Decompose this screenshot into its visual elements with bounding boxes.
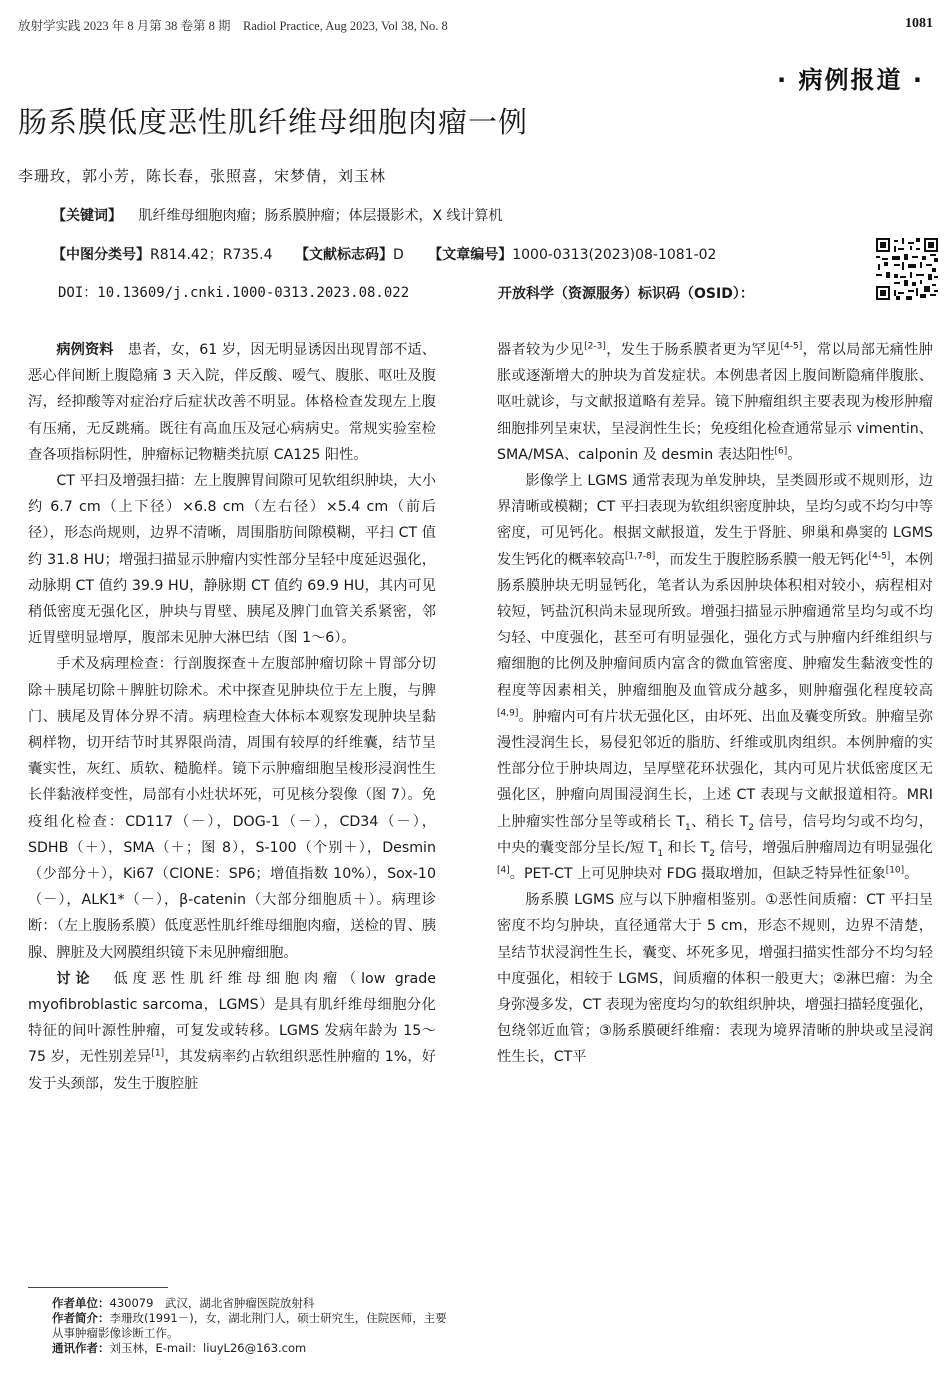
author-bio-line: [52, 1311, 452, 1341]
citation-ref[interactable]: [4,9]: [497, 708, 519, 719]
article-number-label: 【文章编号】: [428, 247, 513, 263]
author-unit-label: 作者单位：: [52, 1296, 110, 1310]
subscript: 2: [709, 848, 716, 859]
imaging-paragraph: [497, 468, 933, 887]
classification-line: [52, 244, 716, 264]
case-data-text: 患者，女，61 岁，因无明显诱因出现胃部不适、恶心伴间断上腹隐痛 3 天入院，伴反酸、嗳气、腹胀、呕吐及腹泻，经抑酸等对症治疗后症状改善不明显。体格检查发现左上腹有压痛，无反跳痛。既往有高血压及冠心病病史。常规实验室检查各项指标阴性，肿瘤标记物糖类抗原 CA125 阳性。: [28, 342, 436, 463]
body-column-right: [497, 337, 933, 1071]
subscript: 1: [657, 848, 664, 859]
discussion-paragraph: [28, 966, 436, 1097]
author-bio-label: 作者简介：: [52, 1311, 110, 1325]
body-column-left: [28, 337, 436, 1097]
author-unit-line: [52, 1296, 452, 1311]
discussion-continued-paragraph: [497, 337, 933, 468]
running-head: [18, 16, 933, 36]
text-run: 和长 T: [663, 839, 710, 856]
citation-ref[interactable]: [4-5]: [868, 550, 891, 561]
corresponding-author-line: [52, 1341, 452, 1356]
ct-findings-paragraph: CT 平扫及增强扫描：左上腹脾胃间隙可见软组织肿块，大小约 6.7 cm（上下径）×6.8 cm（左右径）×5.4 cm（前后径），形态尚规则，边界不清晰，周围脂肪间隙模糊，平扫 CT 值约 31.8 HU；增强扫描显示肿瘤内实性部分呈轻中度延迟强化，动脉期 CT 值约 39.9 HU，静脉期 CT 值约 69.9 HU，其内可见稍低密度无强化区，肿块与胃壁、胰尾及脾门血管关系紧密，邻近胃壁明显增厚，腹部未见肿大淋巴结（图 1～6）。: [28, 473, 436, 647]
case-data-paragraph: [28, 337, 436, 468]
discussion-text-a: 低度恶性肌纤维母细胞肉瘤（low grade myofibroblastic sarcoma，LGMS）是具有肌纤维母细胞分化特征的间叶源性肿瘤，可复发或转移。LGMS 发病年龄为 15～75 岁，无性别差异: [28, 970, 436, 1066]
author-footnotes: [52, 1296, 452, 1356]
surgery-pathology-paragraph: 手术及病理检查：行剖腹探查＋左腹部肿瘤切除＋胃部分切除＋胰尾切除＋脾脏切除术。术中探查见肿块位于左上腹，与脾门、胰尾及胃体分界不清。病理检查大体标本观察发现肿块呈黏稠样物，切开结节时其界限尚清，周围有较厚的纤维囊，结节呈囊实性，灰红、质软、糙脆样。镜下示肿瘤细胞呈梭形浸润性生长伴黏液样变性，局部有小灶状坏死，可见核分裂像（图 7）。免疫组化检查：CD117（－），DOG-1（－），CD34（－），SDHB（＋），SMA（＋；图 8），S-100（个别＋），Desmin（少部分＋），Ki67（ClONE：SP6；增值指数 10%），Sox-10（－），ALK1*（－），β-catenin（大部分细胞质＋）。病理诊断：（左上腹肠系膜）低度恶性肌纤维母细胞肉瘤，送检的胃、胰腺、脾脏及大网膜组织镜下未见肿瘤细胞。: [28, 656, 436, 961]
clc-label: 【中图分类号】: [52, 247, 150, 263]
text-run: 器者较为少见: [497, 342, 585, 358]
text-run: 信号，增强后肿瘤周边有明显强化: [715, 839, 933, 856]
text-run: 。: [904, 866, 919, 883]
citation-ref[interactable]: [2-3]: [584, 341, 606, 352]
keywords-label: 【关键词】: [52, 208, 122, 224]
doi-line[interactable]: DOI：10.13609/j.cnki.1000-0313.2023.08.022: [58, 285, 410, 301]
doc-code-label: 【文献标志码】: [294, 247, 393, 263]
citation-ref[interactable]: [1]: [151, 1048, 165, 1059]
text-run: 。: [787, 446, 802, 463]
subscript: 1: [685, 822, 691, 833]
clc-value: R814.42；R735.4: [150, 247, 273, 263]
author-unit-value: 430079 武汉，湖北省肿瘤医院放射科: [109, 1296, 315, 1310]
doc-code-value: D: [392, 247, 404, 263]
discussion-text-b: ，其发病率约占软组织恶性肿瘤的 1%，好发于头颈部，发生于腹腔脏: [28, 1049, 436, 1092]
discussion-heading: 讨论: [56, 970, 95, 987]
osid-label: 开放科学（资源服务）标识码（OSID）：: [498, 286, 754, 302]
text-run: ，本例肠系膜肿块无明显钙化，笔者认为系因肿块体积相对较小，病程相对较短，钙盐沉积尚未显现所致。增强扫描显示肿瘤通常呈均匀或不均匀轻、中度强化，甚至可有明显强化，强化方式与肿瘤内纤维组织与瘤细胞的比例及肿瘤间质内富含的微血管密度、肿瘤发生黏液变性的程度等因素相关，肿瘤细胞及血管成分越多，则肿瘤强化程度较高: [497, 551, 933, 699]
footnote-divider: [28, 1287, 168, 1288]
citation-ref[interactable]: [10]: [885, 865, 905, 876]
text-run: ，常以局部无痛性肿胀或逐渐增大的肿块为首发症状。本例患者因上腹间断隐痛伴腹胀、呕吐就诊，与文献报道略有差异。镜下肿瘤组织主要表现为梭形肿瘤细胞排列呈束状，呈浸润性生长；免疫组化检查通常显示 vimentin、SMA/MSA、calponin 及 desmin 表达阳性: [497, 342, 933, 463]
journal-citation: 放射学实践 2023 年 8 月第 38 卷第 8 期 Radiol Practice, Aug 2023, Vol 38, No. 8: [18, 19, 448, 33]
text-run: 。肿瘤内可有片状无强化区，由坏死、出血及囊变所致。肿瘤呈弥漫性浸润生长，易侵犯邻近的脂肪、纤维或肌肉组织。本例肿瘤的实性部分位于肿块周边，呈厚壁花环状强化，其内可见片状低密度区无强化区，肿瘤向周围浸润生长，上述 CT 表现与文献报道相符。MRI 上肿瘤实性部分呈等或稍长 T: [497, 708, 933, 830]
keywords-value: 肌纤维母细胞肉瘤；肠系膜肿瘤；体层摄影术，X 线计算机: [138, 208, 503, 224]
text-run: ，发生于肠系膜者更为罕见: [605, 342, 781, 358]
citation-ref[interactable]: [6]: [774, 446, 788, 457]
article-number-value: 1000-0313(2023)08-1081-02: [512, 247, 717, 263]
text-run: ，而发生于腹腔肠系膜一般无钙化: [655, 551, 869, 568]
corresponding-author-value[interactable]: 刘玉林，E-mail：liuyL26@163.com: [109, 1341, 307, 1355]
text-run: 。PET-CT 上可见肿块对 FDG 摄取增加，但缺乏特异性征象: [509, 866, 886, 883]
text-run: 信号，信号均匀或不均匀，中央的囊变部分呈长/短 T: [497, 813, 933, 856]
article-title: 肠系膜低度恶性肌纤维母细胞肉瘤一例: [18, 105, 529, 139]
author-bio-value: 李珊玫(1991－)，女，湖北荆门人，硕士研究生，住院医师，主要从事肿瘤影像诊断工作。: [52, 1311, 447, 1340]
keywords-line: [52, 205, 503, 225]
citation-ref[interactable]: [4]: [497, 865, 510, 876]
text-run: 影像学上 LGMS 通常表现为单发肿块，呈类圆形或不规则形，边界清晰或模糊；CT 平扫表现为软组织密度肿块，呈均匀或不均匀中等密度，可见钙化。根据文献报道，发生于肾脏、卵巢和鼻窦的 LGMS 发生钙化的概率较高: [497, 473, 933, 568]
author-list: 李珊玫，郭小芳，陈长春，张照喜，宋梦倩，刘玉林: [18, 167, 387, 185]
differential-diagnosis-paragraph: 肠系膜 LGMS 应与以下肿瘤相鉴别。①恶性间质瘤：CT 平扫呈密度不均匀肿块，直径通常大于 5 cm，形态不规则，边界不清楚，呈结节状浸润性生长，囊变、坏死多见，增强扫描实性部分不均匀轻中度强化，相较于 LGMS，间质瘤的体积一般更大；②淋巴瘤：为全身弥漫多发，CT 表现为密度均匀的软组织肿块，增强扫描轻度强化，包绕邻近血管；③肠系膜硬纤维瘤：表现为境界清晰的肿块或呈浸润性生长，CT平: [497, 892, 933, 1066]
subscript: 2: [748, 822, 754, 833]
page-number: 1081: [905, 16, 933, 31]
corresponding-author-label: 通讯作者：: [52, 1341, 110, 1355]
text-run: 、稍长 T: [690, 813, 749, 830]
citation-ref[interactable]: [4-5]: [780, 341, 803, 352]
column-tag: · 病例报道 ·: [777, 66, 924, 94]
citation-ref[interactable]: [1,7-8]: [624, 550, 656, 561]
case-data-heading: 病例资料: [56, 342, 114, 358]
qr-code-icon[interactable]: [876, 238, 938, 300]
